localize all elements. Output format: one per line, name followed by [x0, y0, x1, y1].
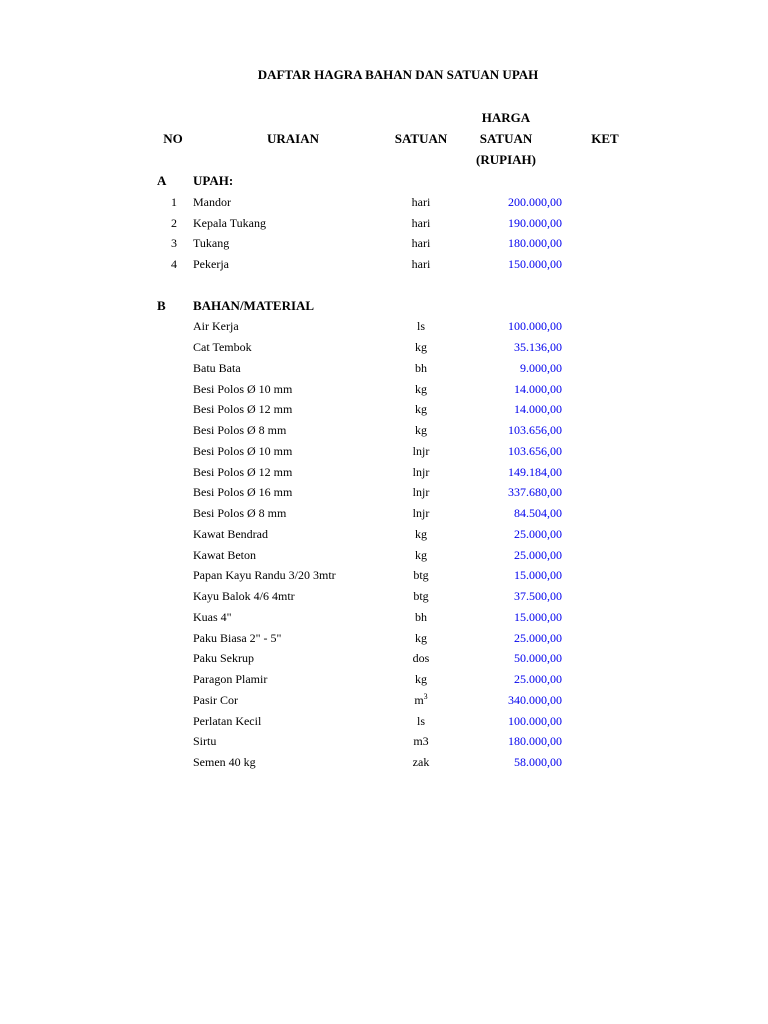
table-row: [0, 731, 768, 752]
item-unit: [390, 337, 452, 358]
item-unit-text: kg: [415, 547, 427, 562]
table-row: [0, 503, 768, 524]
item-unit-superscript: 3: [423, 691, 428, 701]
table-row: [0, 690, 768, 711]
table-row: [0, 628, 768, 649]
table-row: [0, 379, 768, 400]
item-description: Mandor: [193, 194, 231, 209]
table-row: [0, 711, 768, 732]
item-description: Papan Kayu Randu 3/20 3mtr: [193, 568, 336, 583]
item-description: Besi Polos Ø 10 mm: [193, 381, 293, 396]
row-number: 4: [171, 257, 177, 271]
column-header-harga-line2: SATUAN: [479, 131, 533, 146]
item-price: 100.000,00: [508, 319, 562, 334]
column-header-harga-line1: HARGA: [481, 110, 531, 125]
spacer-row: [0, 275, 768, 296]
item-unit-text: lnjr: [412, 443, 430, 458]
item-unit: [390, 379, 452, 400]
item-unit: [390, 690, 452, 711]
item-unit: [390, 358, 452, 379]
column-header-satuan: SATUAN: [394, 131, 448, 146]
item-unit: [390, 462, 452, 483]
item-description: Paragon Plamir: [193, 672, 268, 686]
item-unit: [390, 524, 452, 545]
item-price: 14.000,00: [514, 402, 562, 417]
table-row: [0, 607, 768, 628]
item-price: 103.656,00: [508, 423, 562, 437]
table-row: [0, 462, 768, 483]
item-description: Tukang: [193, 236, 230, 251]
item-description: Kawat Bendrad: [193, 526, 268, 541]
item-description: Perlatan Kecil: [193, 713, 262, 728]
table-row: [0, 752, 768, 773]
item-description: Kawat Beton: [193, 547, 256, 562]
table-row: [0, 482, 768, 503]
item-unit-text: kg: [415, 526, 427, 541]
item-unit: [390, 254, 452, 275]
item-price: 25.000,00: [514, 547, 562, 562]
table-row: [0, 337, 768, 358]
section-title: UPAH:: [193, 173, 234, 188]
item-price: 84.504,00: [514, 506, 562, 520]
row-number: 1: [171, 194, 177, 209]
table-row: [0, 586, 768, 607]
item-unit: [390, 233, 452, 254]
item-unit-text: lnjr: [412, 506, 430, 520]
item-price: 149.184,00: [508, 464, 562, 479]
item-unit-text: hari: [411, 236, 431, 251]
item-description: Pekerja: [193, 257, 229, 271]
table-row: [0, 192, 768, 213]
section-code: B: [157, 297, 166, 313]
item-unit: [390, 420, 452, 441]
item-price: 103.656,00: [508, 443, 562, 458]
item-unit-text: dos: [412, 651, 430, 666]
item-description: Besi Polos Ø 16 mm: [193, 485, 293, 500]
item-price: 190.000,00: [508, 215, 562, 230]
item-unit: [390, 441, 452, 462]
item-unit-text: ls: [416, 713, 425, 728]
row-number: 2: [171, 215, 177, 230]
item-description: Besi Polos Ø 12 mm: [193, 464, 293, 479]
item-description: Cat Tembok: [193, 340, 252, 354]
item-description: Pasir Cor: [193, 692, 238, 707]
item-unit: [390, 565, 452, 586]
item-unit: [390, 648, 452, 669]
item-unit: [390, 399, 452, 420]
item-unit: [390, 482, 452, 503]
table-row: [0, 399, 768, 420]
item-unit-text: bh: [415, 360, 427, 375]
item-unit-text: hari: [411, 194, 431, 209]
item-description: Kuas 4": [193, 609, 232, 624]
item-unit-text: btg: [413, 589, 429, 603]
column-header-ket: KET: [591, 131, 619, 146]
item-unit-text: kg: [415, 630, 427, 645]
item-price: 15.000,00: [514, 609, 562, 624]
item-unit: [390, 731, 452, 752]
column-header-no: NO: [163, 131, 183, 146]
section-header-row: [0, 296, 768, 317]
item-price: 9.000,00: [520, 360, 562, 375]
item-description: Besi Polos Ø 8 mm: [193, 423, 287, 437]
table-row: [0, 545, 768, 566]
table-row: [0, 420, 768, 441]
row-number: 3: [171, 236, 177, 251]
column-header-harga: [458, 107, 554, 170]
item-description: Paku Biasa 2" - 5": [193, 630, 282, 645]
item-unit: [390, 192, 452, 213]
item-unit: [390, 316, 452, 337]
table-row: [0, 358, 768, 379]
table-row: [0, 254, 768, 275]
item-price: 200.000,00: [508, 194, 562, 209]
table-row: [0, 233, 768, 254]
item-unit-text: hari: [411, 257, 431, 271]
column-header-uraian: URAIAN: [267, 131, 319, 146]
item-unit-text: kg: [415, 402, 427, 417]
item-unit: [390, 503, 452, 524]
item-unit: [390, 628, 452, 649]
item-price: 100.000,00: [508, 713, 562, 728]
item-price: 180.000,00: [508, 734, 562, 749]
section-code: A: [157, 173, 167, 188]
item-unit: [390, 711, 452, 732]
item-price: 337.680,00: [508, 485, 562, 500]
item-unit-text: kg: [415, 381, 427, 396]
page-title: DAFTAR HAGRA BAHAN DAN SATUAN UPAH: [257, 67, 539, 82]
item-description: Kayu Balok 4/6 4mtr: [193, 589, 295, 603]
item-unit-text: lnjr: [412, 485, 430, 500]
item-unit-text: m3: [413, 734, 429, 749]
table-row: [0, 524, 768, 545]
item-unit: [390, 607, 452, 628]
item-price: 37.500,00: [514, 589, 562, 603]
table-row: [0, 565, 768, 586]
item-unit-text: ls: [416, 319, 425, 334]
table-row: [0, 441, 768, 462]
item-unit-text: zak: [412, 755, 430, 769]
item-unit-text: m: [414, 692, 424, 707]
item-unit-text: kg: [415, 340, 427, 354]
item-price: 150.000,00: [508, 257, 562, 271]
item-description: Air Kerja: [193, 319, 239, 334]
item-price: 340.000,00: [508, 692, 562, 707]
item-unit-text: kg: [415, 423, 427, 437]
item-unit: [390, 752, 452, 773]
item-price: 25.000,00: [514, 526, 562, 541]
item-unit-text: kg: [415, 672, 427, 686]
item-description: Sirtu: [193, 734, 217, 749]
item-price: 15.000,00: [514, 568, 562, 583]
table-row: [0, 213, 768, 234]
item-unit-text: lnjr: [412, 464, 430, 479]
price-table-body: [0, 171, 768, 773]
table-row: [0, 648, 768, 669]
item-description: Batu Bata: [193, 360, 241, 375]
item-description: Paku Sekrup: [193, 651, 254, 666]
item-unit: [390, 545, 452, 566]
section-title: BAHAN/MATERIAL: [193, 297, 315, 313]
item-unit: [390, 669, 452, 690]
item-description: Besi Polos Ø 8 mm: [193, 506, 287, 520]
item-price: 180.000,00: [508, 236, 562, 251]
item-unit: [390, 586, 452, 607]
table-row: [0, 669, 768, 690]
item-unit-text: btg: [413, 568, 429, 583]
item-description: Semen 40 kg: [193, 755, 256, 769]
section-header-row: [0, 171, 768, 192]
item-price: 25.000,00: [514, 630, 562, 645]
item-price: 58.000,00: [514, 755, 562, 769]
table-row: [0, 316, 768, 337]
item-unit: [390, 213, 452, 234]
item-description: Besi Polos Ø 12 mm: [193, 402, 293, 417]
item-price: 35.136,00: [514, 340, 562, 354]
column-header-harga-line3: (RUPIAH): [476, 152, 536, 167]
item-description: Kepala Tukang: [193, 215, 266, 230]
item-description: Besi Polos Ø 10 mm: [193, 443, 293, 458]
item-unit-text: bh: [415, 609, 427, 624]
item-price: 50.000,00: [514, 651, 562, 666]
item-price: 25.000,00: [514, 672, 562, 686]
item-unit-text: hari: [411, 215, 431, 230]
item-price: 14.000,00: [514, 381, 562, 396]
